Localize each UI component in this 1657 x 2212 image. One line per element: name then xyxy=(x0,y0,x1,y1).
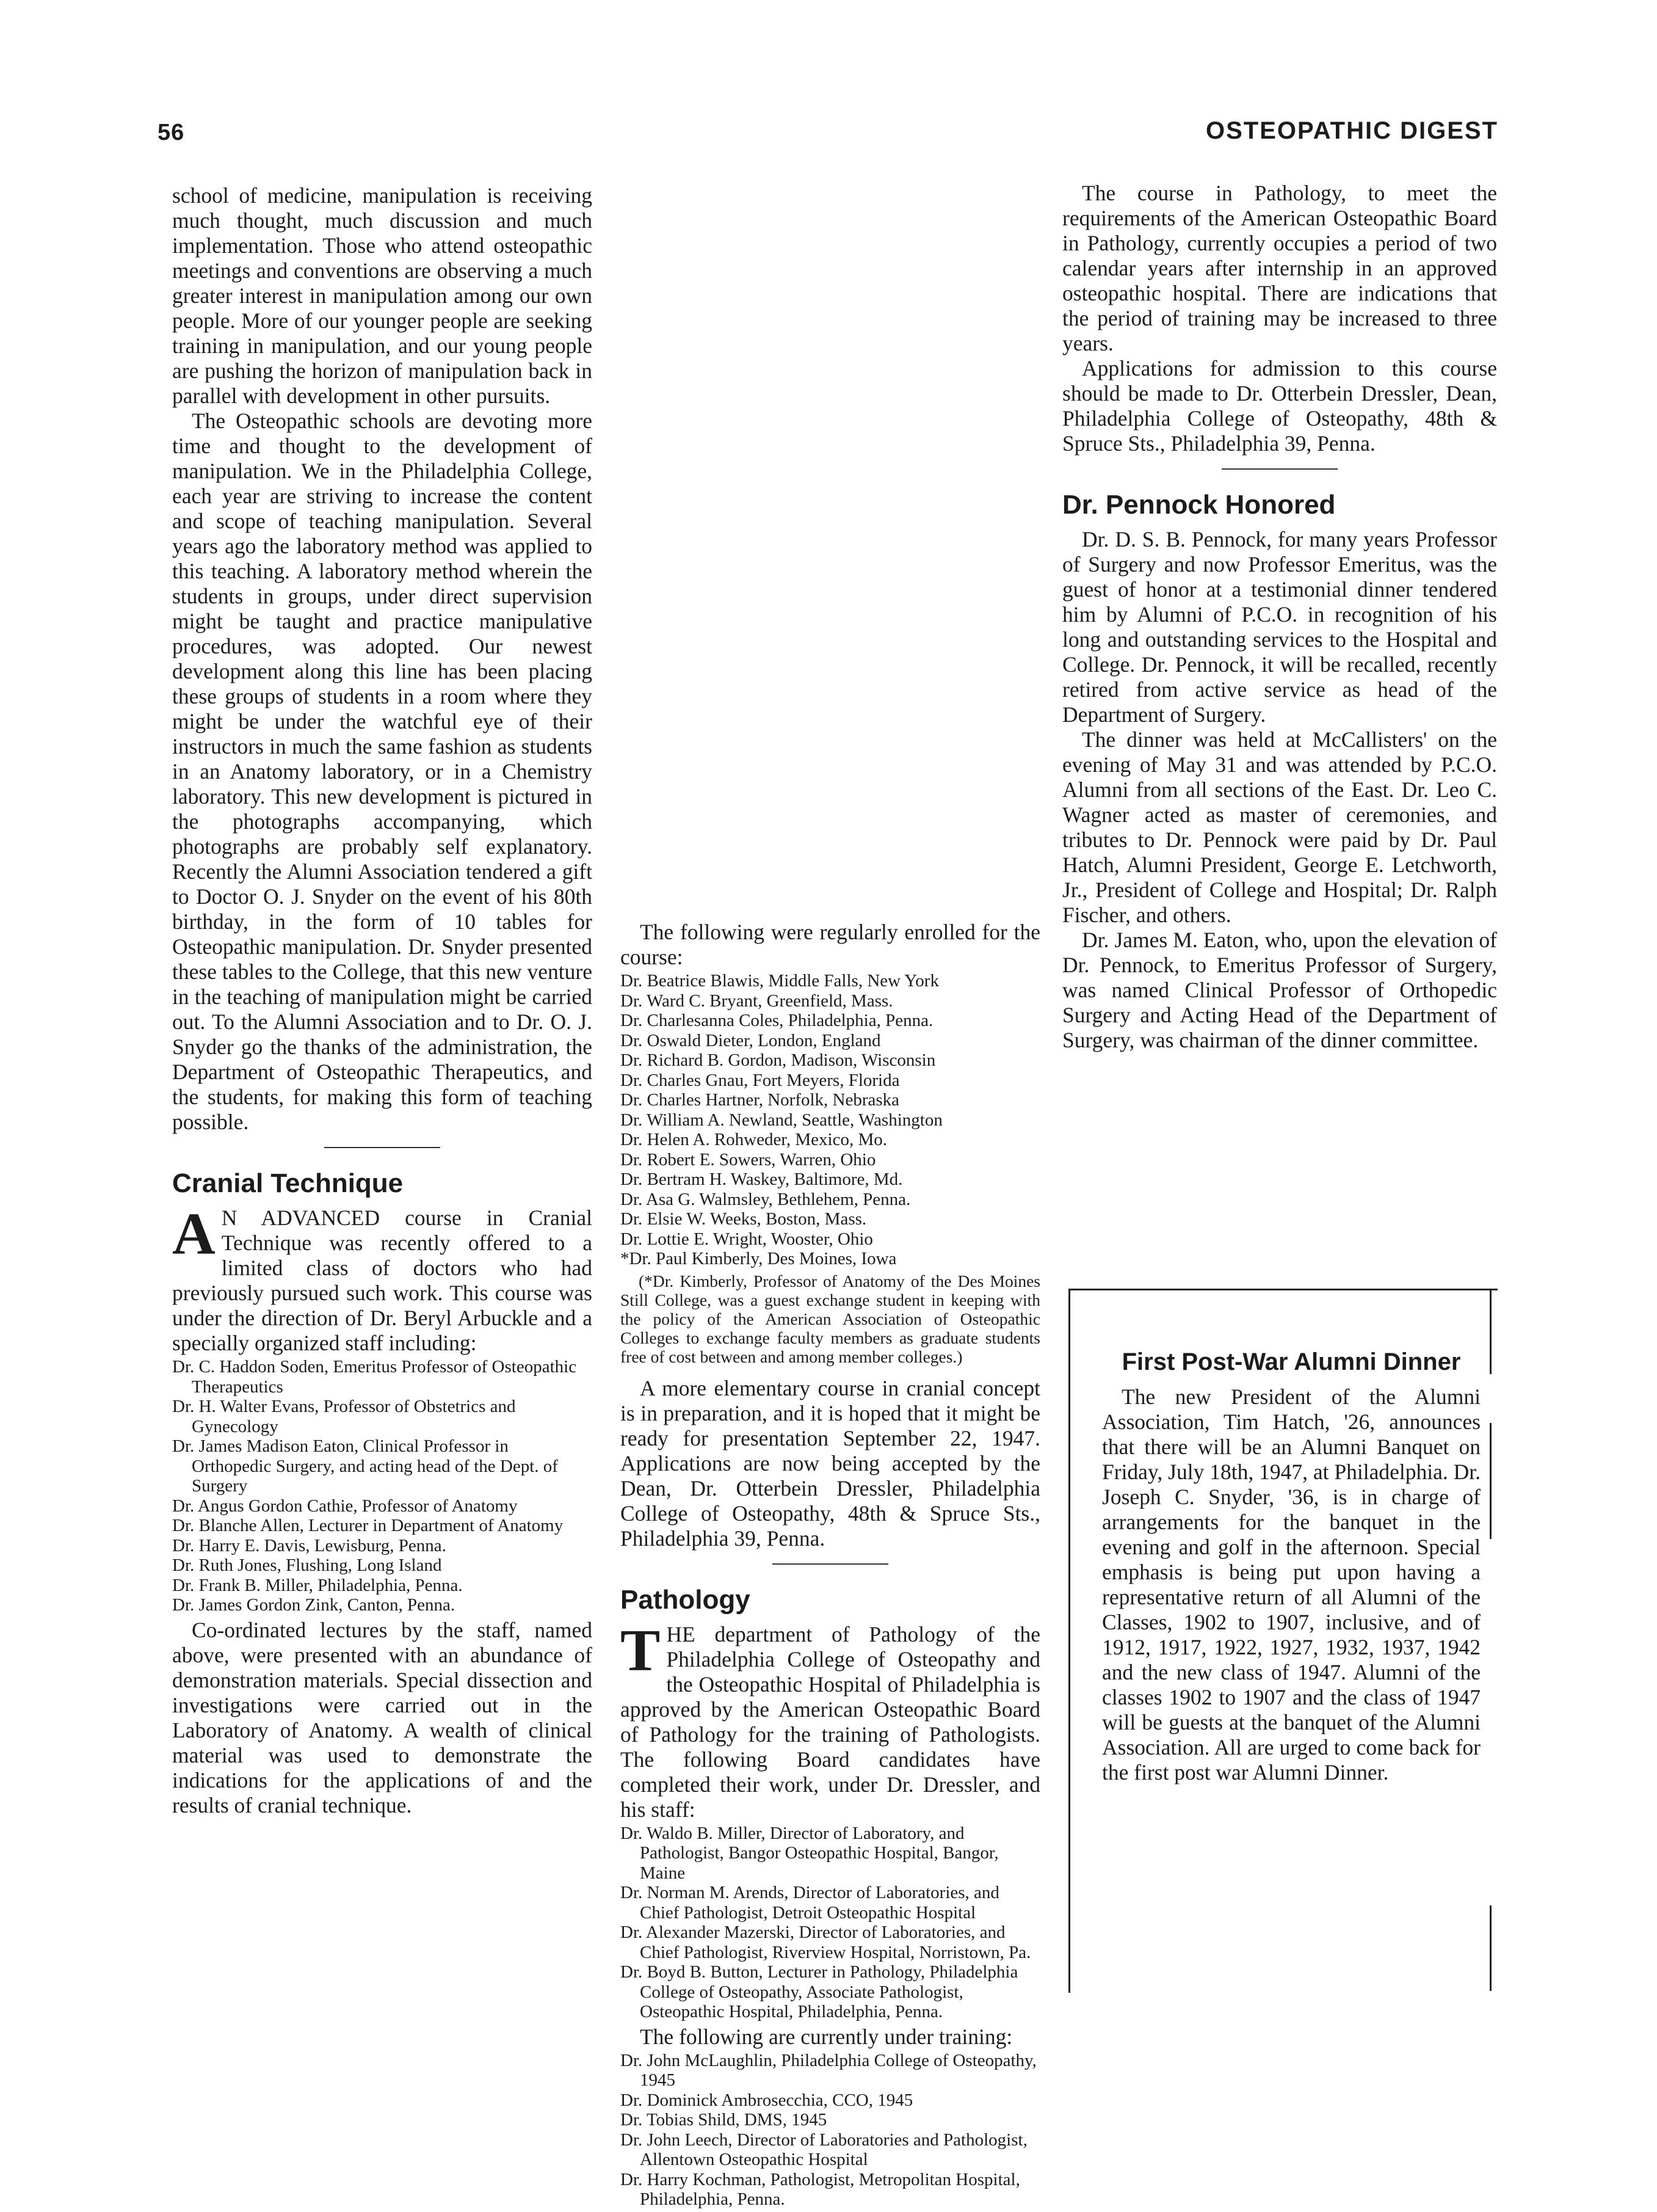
box-right-border-middle xyxy=(1490,1423,1492,1539)
section-divider xyxy=(324,1147,440,1148)
list-item: Dr. Lottie E. Wright, Wooster, Ohio xyxy=(620,1229,873,1249)
alumni-dinner-box xyxy=(1068,1289,1498,1993)
list-item: Dr. Boyd B. Button, Lecturer in Pathology, Philadelphia College of Osteopathy, Associate Pathologist, Osteopathic Hospital, Philadelphia, Penna. xyxy=(620,1962,1018,2021)
list-item: Dr. John McLaughlin, Philadelphia College of Osteopathy, 1945 xyxy=(620,2050,1037,2090)
box-right-border-bottom xyxy=(1490,1905,1492,1991)
list-item: Dr. Alexander Mazerski, Director of Laboratories, and Chief Pathologist, Riverview Hospital, Norristown, Pa. xyxy=(620,1923,1031,1962)
pathology-heading: Pathology xyxy=(620,1584,750,1615)
list-item: Dr. James Gordon Zink, Canton, Penna. xyxy=(172,1595,455,1615)
list-item: Dr. Asa G. Walmsley, Bethlehem, Penna. xyxy=(620,1189,911,1209)
list-item: Dr. Waldo B. Miller, Director of Laboratory, and Pathologist, Bangor Osteopathic Hospital, Bangor, Maine xyxy=(620,1823,999,1883)
list-item: Dr. Richard B. Gordon, Madison, Wisconsin xyxy=(620,1050,936,1070)
list-item: Dr. Ward C. Bryant, Greenfield, Mass. xyxy=(620,991,893,1011)
pennock-paragraph-2: The dinner was held at McCallisters' on the evening of May 31 and was attended by P.C.O. Alumni from all sections of the East. Dr. Leo C. Wagner acted as master of ceremonies, and tributes to Dr. Pennock were paid by Dr. Paul Hatch, Alumni President, George E. Letchworth, Jr., President of College and Hospital; Dr. Ralph Fischer, and others. xyxy=(1062,727,1497,927)
list-item: Dr. Charles Gnau, Fort Meyers, Florida xyxy=(620,1070,900,1090)
cranial-intro-paragraph xyxy=(172,1201,592,1356)
list-item: Dr. Angus Gordon Cathie, Professor of Anatomy xyxy=(172,1496,518,1516)
list-item: Dr. Beatrice Blawis, Middle Falls, New York xyxy=(620,971,939,991)
cranial-lectures-paragraph: Co-ordinated lectures by the staff, named above, were presented with an abundance of demonstration materials. Special dissection and investigations were carried out in the Laboratory of Anatomy. A wealth of clinical material was used to demonstrate the indications for the applications of and the results of cranial technique. xyxy=(172,1617,592,1817)
list-item: Dr. Elsie W. Weeks, Boston, Mass. xyxy=(620,1209,867,1229)
alumni-dinner-heading: First Post-War Alumni Dinner xyxy=(1122,1348,1461,1375)
list-item: Dr. Oswald Dieter, London, England xyxy=(620,1030,881,1050)
list-item: Dr. C. Haddon Soden, Emeritus Professor of Osteopathic Therapeutics xyxy=(172,1357,577,1397)
list-item: Dr. Bertram H. Waskey, Baltimore, Md. xyxy=(620,1170,903,1189)
list-item: Dr. Blanche Allen, Lecturer in Department of Anatomy xyxy=(172,1516,564,1535)
list-item: Dr. Tobias Shild, DMS, 1945 xyxy=(620,2110,827,2130)
cranial-enrolled-list xyxy=(620,971,1040,1269)
box-right-border-top xyxy=(1490,1289,1492,1374)
manipulation-paragraph-1: school of medicine, manipulation is receiving much thought, much discussion and much implementation. Those who attend osteopathic meetings and conventions are observing a much greater interest in manipulation among our own people. More of our younger people are seeking training in manipulation, and our young people are pushing the horizon of manipulation back in parallel with development in other pursuits. xyxy=(172,183,592,408)
cranial-enrolled-intro: The following were regularly enrolled for the course: xyxy=(620,920,1040,969)
list-item: Dr. Norman M. Arends, Director of Laboratories, and Chief Pathologist, Detroit Osteopathic Hospital xyxy=(620,1883,999,1923)
drop-cap: T xyxy=(620,1617,661,1684)
pennock-paragraph-3: Dr. James M. Eaton, who, upon the elevation of Dr. Pennock, to Emeritus Professor of Surgery, was named Clinical Professor of Orthopedic Surgery and Acting Head of the Department of Surgery, was chairman of the dinner committee. xyxy=(1062,928,1497,1052)
list-item: Dr. Helen A. Rohweder, Mexico, Mo. xyxy=(620,1130,887,1149)
list-item: Dr. Charlesanna Coles, Philadelphia, Penna. xyxy=(620,1011,934,1030)
pathology-course-paragraph: The course in Pathology, to meet the requirements of the American Osteopathic Board in Pathology, currently occupies a period of two calendar years after internship in an approved osteopathic hospital. There are indications that the period of training may be increased to three years. xyxy=(1062,181,1497,355)
list-item: Dr. H. Walter Evans, Professor of Obstetrics and Gynecology xyxy=(172,1397,516,1436)
running-head: OSTEOPATHIC DIGEST xyxy=(1206,117,1498,144)
elementary-course-paragraph: A more elementary course in cranial concept is in preparation, and it is hoped that it might be ready for presentation September 22, 1947. Applications are now being accepted by the Dean, Dr. Otterbein Dressler, Philadelphia College of Osteopathy, 48th & Spruce Sts., Philadelphia 39, Penna. xyxy=(620,1375,1040,1551)
kimberly-footnote: (*Dr. Kimberly, Professor of Anatomy of the Des Moines Still College, was a guest exchange student in keeping with the policy of the American Association of Osteopathic Colleges to exchange faculty members as graduate students free of cost between and among member colleges.) xyxy=(620,1271,1040,1366)
page-number: 56 xyxy=(158,120,185,145)
pathology-completed-list xyxy=(620,1824,1040,2022)
pathology-intro-text: HE department of Pathology of the Philadelphia College of Osteopathy and the Osteopathic Hospital of Philadelphia is approved by the American Osteopathic Board of Pathology for the training of Pathologists. The following Board candidates have completed their work, under Dr. Dressler, and his staff: xyxy=(620,1621,1040,1822)
list-item: Dr. Harry E. Davis, Lewisburg, Penna. xyxy=(172,1535,446,1555)
list-item: Dr. James Madison Eaton, Clinical Professor in Orthopedic Surgery, and acting head of the Dept. of Surgery xyxy=(172,1436,558,1496)
cranial-intro-text: N ADVANCED course in Cranial Technique was recently offered to a limited class of doctors who had previously pursued such work. This course was under the direction of Dr. Beryl Arbuckle and a specially organized staff including: xyxy=(172,1206,592,1355)
list-item: Dr. Ruth Jones, Flushing, Long Island xyxy=(172,1555,442,1575)
pathology-intro-paragraph xyxy=(620,1617,1040,1822)
column-2-flow-spacer xyxy=(620,181,1040,920)
cranial-staff-list xyxy=(172,1357,592,1615)
drop-cap: A xyxy=(172,1201,216,1267)
alumni-dinner-text: The new President of the Alumni Association, Tim Hatch, '26, announces that there will be an Alumni Banquet on Friday, July 18th, 1947, at Philadelphia. Dr. Joseph C. Snyder, '36, is in charge of arrangements for the banquet in the evening and golf in the afternoon. Special emphasis is being put upon having a representative return of all Alumni of the Classes, 1902 to 1907, inclusive, and of 1912, 1917, 1922, 1927, 1932, 1937, 1942 and the new class of 1947. Alumni of the classes 1902 to 1907 and the class of 1947 will be guests at the banquet of the Alumni Association. All are urged to come back for the first post war Alumni Dinner. xyxy=(1102,1384,1481,1785)
pathology-applications-paragraph: Applications for admission to this course should be made to Dr. Otterbein Dressler, Dean, Philadelphia College of Osteopathy, 48th & Spruce Sts., Philadelphia 39, Penna. xyxy=(1062,356,1497,456)
list-item: Dr. William A. Newland, Seattle, Washington xyxy=(620,1110,943,1130)
cranial-heading: Cranial Technique xyxy=(172,1168,404,1198)
list-item: Dr. John Leech, Director of Laboratories and Pathologist, Allentown Osteopathic Hospital xyxy=(620,2130,1028,2169)
pennock-paragraph-1: Dr. D. S. B. Pennock, for many years Professor of Surgery and now Professor Emeritus, was the guest of honor at a testimonial dinner tendered him by Alumni of P.C.O. in recognition of his long and outstanding services to the Hospital and College. Dr. Pennock, it will be recalled, recently retired from active service as head of the Department of Surgery. xyxy=(1062,527,1497,727)
section-divider xyxy=(1222,468,1338,470)
column-1 xyxy=(172,183,592,1818)
section-divider xyxy=(772,1563,888,1565)
pathology-training-intro: The following are currently under training: xyxy=(640,2024,1013,2049)
column-2 xyxy=(620,181,1040,2212)
column-3 xyxy=(1062,181,1497,1053)
list-item: *Dr. Paul Kimberly, Des Moines, Iowa xyxy=(620,1249,897,1268)
list-item: Dr. Robert E. Sowers, Warren, Ohio xyxy=(620,1149,876,1170)
list-item: Dr. Dominick Ambrosecchia, CCO, 1945 xyxy=(620,2090,913,2110)
list-item: Dr. Harry Kochman, Pathologist, Metropolitan Hospital, Philadelphia, Penna. xyxy=(620,2169,1020,2209)
list-item: Dr. Frank B. Miller, Philadelphia, Penna. xyxy=(172,1575,463,1595)
manipulation-paragraph-2: The Osteopathic schools are devoting more time and thought to the development of manipulation. We in the Philadelphia College, each year are striving to increase the content and scope of teaching manipulation. Several years ago the laboratory method was applied to this teaching. A laboratory method wherein the students in groups, under direct supervision might be taught and practice manipulative procedures, was adopted. Our newest development along this line has been placing these groups of students in a room where they might be under the watchful eye of their instructors in much the same fashion as students in an Anatomy laboratory, or in a Chemistry laboratory. This new development is pictured in the photographs accompanying, which photographs are probably self explanatory. Recently the Alumni Association tendered a gift to Doctor O. J. Snyder on the event of his 80th birthday, in the form of 10 tables for Osteopathic manipulation. Dr. Snyder presented these tables to the College, that this new venture in the teaching of manipulation might be carried out. To the Alumni Association and to Dr. O. J. Snyder go the thanks of the administration, the Department of Osteopathic Therapeutics, and the students, for making this form of teaching possible. xyxy=(172,409,592,1134)
pennock-heading: Dr. Pennock Honored xyxy=(1062,490,1336,520)
list-item: Dr. Charles Hartner, Norfolk, Nebraska xyxy=(620,1090,900,1110)
pathology-training-list xyxy=(620,2051,1040,2210)
